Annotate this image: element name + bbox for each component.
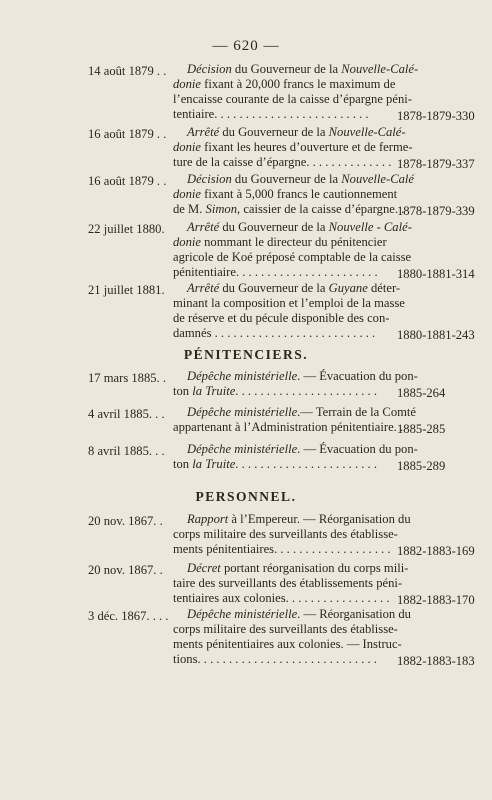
text-segment: . . . . . . . . . . . . . . . . . . . . . . . xyxy=(235,384,377,398)
entry-description xyxy=(173,281,405,341)
text-segment: à l’Empereur. — Réorganisation du xyxy=(228,512,411,526)
italic-term: Arrêté xyxy=(187,220,220,234)
description-line xyxy=(173,187,398,202)
description-line xyxy=(173,296,405,311)
entry-reference: 1880-1881-243 xyxy=(397,328,475,342)
text-segment: portant réorganisation du corps mili- xyxy=(220,561,409,575)
description-line xyxy=(173,637,402,652)
description-line xyxy=(173,561,409,576)
description-line xyxy=(173,250,412,265)
italic-term: Nouvelle - Calé- xyxy=(328,220,412,234)
description-line xyxy=(173,202,405,217)
italic-term: Décision xyxy=(187,172,232,186)
entry-date: 21 juillet 1881. xyxy=(88,283,165,297)
text-segment: fixant à 5,000 francs le cautionnement xyxy=(200,187,398,201)
description-line xyxy=(173,77,396,92)
text-segment: de réserve et du pécule disponible des con- xyxy=(173,311,390,325)
entry-date: 8 avril 1885. . . xyxy=(88,444,165,458)
description-line xyxy=(173,457,391,472)
italic-term: Nouvelle-Calé xyxy=(341,172,414,186)
text-segment: du Gouverneur de la xyxy=(219,125,329,139)
text-segment: ton xyxy=(173,384,193,398)
italic-term: Dépêche ministérielle xyxy=(187,405,298,419)
entry-date: 4 avril 1885. . . xyxy=(88,407,165,421)
entry-date: 16 août 1879 . . xyxy=(88,127,167,141)
text-segment: taire des surveillants des établissements péni- xyxy=(173,576,403,590)
entry-reference: 1885-264 xyxy=(397,386,446,400)
description-line xyxy=(173,125,406,140)
description-line xyxy=(173,281,401,296)
text-segment: corps militaire des surveillants des établisse- xyxy=(173,622,398,636)
entry-reference: 1878-1879-337 xyxy=(397,157,475,171)
description-line xyxy=(173,172,414,187)
italic-term: donie xyxy=(173,187,201,201)
italic-term: donie xyxy=(173,77,201,91)
page-number: — 620 — xyxy=(212,38,280,54)
entry-description xyxy=(173,125,413,170)
description-line xyxy=(173,311,391,326)
text-segment: ments pénitentiaires. . . . . . . . . . . . . . . . . . . xyxy=(173,542,391,556)
italic-term: Décret xyxy=(187,561,221,575)
text-segment: . — Évacuation du pon- xyxy=(297,369,418,383)
entry-description xyxy=(173,405,416,435)
italic-term: Nouvelle-Calé- xyxy=(341,62,419,76)
description-line xyxy=(173,622,398,637)
text-segment: minant la composition et l’emploi de la masse xyxy=(173,296,405,310)
italic-term: Simon xyxy=(205,202,238,216)
entry-description xyxy=(173,62,419,122)
text-segment: déter- xyxy=(367,281,401,295)
italic-term: donie xyxy=(173,235,201,249)
text-segment: de M. xyxy=(173,202,206,216)
text-segment: tions. . . . . . . . . . . . . . . . . . . . . . . . . . . . . xyxy=(173,652,377,666)
text-segment: damnés . . . . . . . . . . . . . . . . . . . . . . . . . . xyxy=(173,326,376,340)
description-line xyxy=(173,576,403,591)
entry-date: 22 juillet 1880. xyxy=(88,222,165,236)
entry-description xyxy=(173,607,411,667)
text-segment: ments pénitentiaires aux colonies. — Instruc- xyxy=(173,637,402,651)
description-line xyxy=(173,607,411,622)
entry-reference: 1885-285 xyxy=(397,422,446,436)
text-segment: . — Évacuation du pon- xyxy=(297,442,418,456)
text-segment: agricole de Koé préposé comptable de la caisse xyxy=(173,250,412,264)
entry-date: 17 mars 1885. . xyxy=(88,371,167,385)
section-heading-penitenciers: PÉNITENCIERS. xyxy=(183,347,309,362)
description-line xyxy=(173,369,418,384)
description-line xyxy=(173,591,391,606)
entry-description xyxy=(173,561,409,606)
text-segment: tentiaire. . . . . . . . . . . . . . . . . . . . . . . . . xyxy=(173,107,369,121)
text-segment: tentiaires aux colonies. . . . . . . . . . . . . . . . . xyxy=(173,591,390,605)
entry-date: 3 déc. 1867. . . . xyxy=(88,609,169,623)
description-line xyxy=(173,384,391,399)
description-line xyxy=(173,265,391,280)
description-line xyxy=(173,140,413,155)
italic-term: Dépêche ministérielle xyxy=(187,607,298,621)
text-segment: pénitentiaire. . . . . . . . . . . . . . . . . . . . . . . xyxy=(173,265,378,279)
description-line xyxy=(173,155,391,170)
italic-term: Dépêche ministérielle xyxy=(187,442,298,456)
entry-description xyxy=(173,442,418,472)
text-segment: nommant le directeur du pénitencier xyxy=(200,235,387,249)
italic-term: Dépêche ministérielle xyxy=(187,369,298,383)
italic-term: Nouvelle-Calé- xyxy=(328,125,406,139)
text-segment: du Gouverneur de la xyxy=(231,62,342,76)
description-line xyxy=(173,512,411,527)
italic-term: Arrêté xyxy=(187,125,220,139)
text-segment: du Gouverneur de la xyxy=(219,220,329,234)
entry-date: 20 nov. 1867. . xyxy=(88,563,163,577)
entry-reference: 1885-289 xyxy=(397,459,446,473)
description-line xyxy=(173,92,412,107)
entry-reference: 1878-1879-339 xyxy=(397,204,475,218)
description-line xyxy=(173,220,412,235)
entry-reference: 1878-1879-330 xyxy=(397,109,475,123)
text-segment: . . . . . . . . . . . . . . . . . . . . . . . xyxy=(235,457,377,471)
entry-date: 20 nov. 1867. . xyxy=(88,514,163,528)
text-segment: du Gouverneur de la xyxy=(231,172,342,186)
entry-reference: 1880-1881-314 xyxy=(397,267,475,281)
entry-description xyxy=(173,220,412,280)
text-segment: appartenant à l’Administration pénitentiaire. . xyxy=(173,420,404,434)
text-segment: corps militaire des surveillants des établisse- xyxy=(173,527,398,541)
description-line xyxy=(173,442,418,457)
italic-term: Guyane xyxy=(328,281,368,295)
text-segment: , caissier de la caisse d’épargne. . xyxy=(237,202,405,216)
text-segment: fixant à 20,000 francs le maximum de xyxy=(200,77,396,91)
italic-term: Arrêté xyxy=(187,281,220,295)
entry-reference: 1882-1883-183 xyxy=(397,654,475,668)
description-line xyxy=(173,527,398,542)
entry-description xyxy=(173,172,414,217)
description-line xyxy=(173,405,416,420)
description-line xyxy=(173,652,391,667)
italic-term: la Truite xyxy=(192,457,236,471)
text-segment: du Gouverneur de la xyxy=(219,281,329,295)
description-line xyxy=(173,542,391,557)
text-segment: ture de la caisse d’épargne. . . . . . . . . . . . . . xyxy=(173,155,392,169)
description-line xyxy=(173,235,391,250)
italic-term: Rapport xyxy=(187,512,229,526)
entry-description xyxy=(173,369,418,399)
description-line xyxy=(173,107,391,122)
italic-term: la Truite xyxy=(192,384,236,398)
text-segment: . — Réorganisation du xyxy=(297,607,411,621)
entry-reference: 1882-1883-170 xyxy=(397,593,475,607)
description-line xyxy=(173,420,404,435)
italic-term: donie xyxy=(173,140,201,154)
text-segment: fixant les heures d’ouverture et de ferme- xyxy=(200,140,413,154)
entry-date: 16 août 1879 . . xyxy=(88,174,167,188)
description-line xyxy=(173,62,419,77)
text-segment: ton xyxy=(173,457,193,471)
entry-reference: 1882-1883-169 xyxy=(397,544,475,558)
text-segment: l’encaisse courante de la caisse d’épargne péni- xyxy=(173,92,412,106)
text-segment: .— Terrain de la Comté xyxy=(297,405,416,419)
section-heading-personnel: PERSONNEL. xyxy=(195,489,297,504)
italic-term: Décision xyxy=(187,62,232,76)
description-line xyxy=(173,326,391,341)
entry-description xyxy=(173,512,411,557)
entry-date: 14 août 1879 . . xyxy=(88,64,167,78)
